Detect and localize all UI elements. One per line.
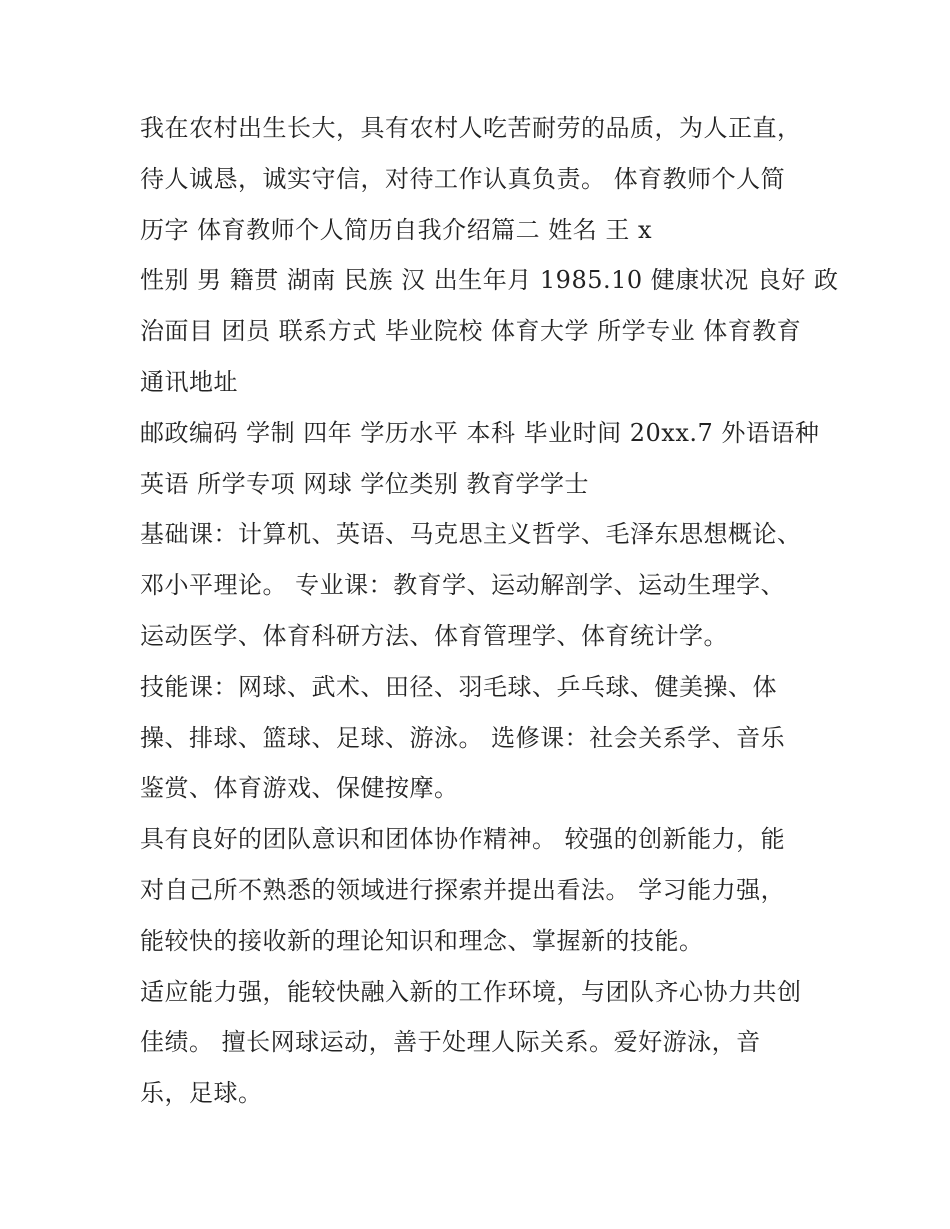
- text-line: 历字 体育教师个人简历自我介绍篇二 姓名 王 x: [140, 215, 653, 244]
- text-line: 乐，足球。: [140, 1079, 263, 1108]
- text-line: 基础课：计算机、英语、马克思主义哲学、毛泽东思想概论、: [140, 520, 802, 549]
- text-line: 能较快的接收新的理论知识和理念、掌握新的技能。: [140, 926, 704, 955]
- text-line: 佳绩。 擅长网球运动，善于处理人际关系。爱好游泳，音: [140, 1028, 761, 1057]
- text-line: 具有良好的团队意识和团体协作精神。 较强的创新能力，能: [140, 825, 786, 854]
- text-line: 运动医学、体育科研方法、体育管理学、体育统计学。: [140, 621, 728, 650]
- text-line: 技能课：网球、武术、田径、羽毛球、乒乓球、健美操、体: [140, 672, 777, 701]
- text-line: 我在农村出生长大，具有农村人吃苦耐劳的品质，为人正直，: [140, 114, 802, 142]
- text-line: 英语 所学专项 网球 学位类别 教育学学士: [140, 469, 590, 498]
- document-body: [140, 103, 839, 1119]
- text-line: 性别 男 籍贯 湖南 民族 汉 出生年月 1985.10 健康状况 良好 政: [140, 266, 839, 295]
- text-line: 操、排球、篮球、足球、游泳。 选修课：社会关系学、音乐: [140, 723, 786, 752]
- text-line: 邮政编码 学制 四年 学历水平 本科 毕业时间 20xx.7 外语语种: [140, 418, 820, 447]
- text-line: 鉴赏、体育游戏、保健按摩。: [140, 774, 459, 803]
- text-line: 邓小平理论。 专业课：教育学、运动解剖学、运动生理学、: [140, 571, 786, 600]
- text-line: 适应能力强，能较快融入新的工作环境，与团队齐心协力共创: [140, 977, 802, 1006]
- text-line: 待人诚恳，诚实守信，对待工作认真负责。 体育教师个人简: [140, 164, 786, 193]
- text-line: 通讯地址: [140, 367, 238, 396]
- text-line: 对自己所不熟悉的领域进行探索并提出看法。 学习能力强，: [140, 875, 786, 904]
- text-line: 治面目 团员 联系方式 毕业院校 体育大学 所学专业 体育教育: [140, 317, 802, 346]
